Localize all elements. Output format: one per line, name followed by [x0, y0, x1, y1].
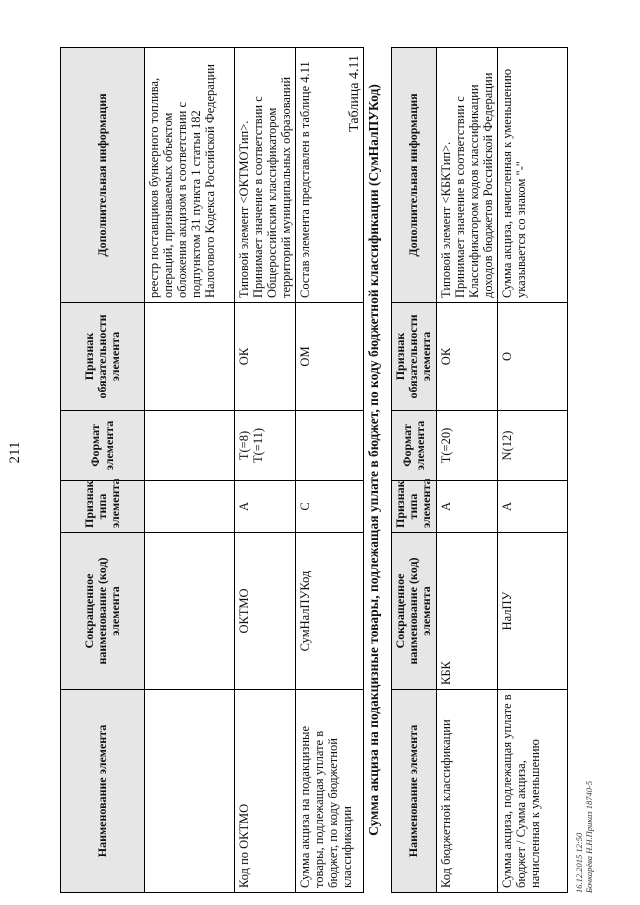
cell-name	[145, 690, 235, 893]
cell-name: Код бюджетной классификации	[436, 690, 497, 893]
cell-name: Сумма акциза, подлежащая уплате в бюджет / Сумма акциза, начисленная к уменьшению	[497, 690, 567, 893]
cell-required: ОК	[436, 303, 497, 411]
cell-code: ОКТМО	[235, 533, 296, 690]
header-info: Дополнительная информация	[61, 48, 145, 303]
cell-info: Сумма акциза, начисленная к уменьшению указывается со знаком "-"	[497, 48, 567, 303]
cell-code: СумНалПУКод	[296, 533, 364, 690]
cell-type: С	[296, 481, 364, 533]
cell-type: А	[436, 481, 497, 533]
page-number: 211	[7, 441, 23, 464]
header-name: Наименование элемента	[61, 690, 145, 893]
cell-type: А	[235, 481, 296, 533]
cell-code: КБК	[436, 533, 497, 690]
cell-type: А	[497, 481, 567, 533]
cell-info: Типовой элемент <ОКТМОТип>. Принимает значение в соответствии с Общероссийским классификатором территорий муниципальных образований	[235, 48, 296, 303]
table-row	[497, 48, 567, 893]
table-title: Сумма акциза на подакцизные товары, подлежащая уплате в бюджет, по коду бюджетной классификации (СумНалПУКод)	[366, 84, 381, 836]
header-required: Признак обязательности элемента	[392, 303, 437, 411]
cell-format: N(12)	[497, 411, 567, 481]
cell-name: Код по ОКТМО	[235, 690, 296, 893]
cell-info: реестр поставщиков бункерного топлива, операций, признаваемых объектом обложения акцизом в соответствии с подпунктом 31 пункта 1 статьи 182 Налогового Кодекса Российской Федерации	[145, 48, 235, 303]
cell-format: T(=20)	[436, 411, 497, 481]
table-row	[436, 48, 497, 893]
cell-info: Типовой элемент <КБКТип>. Принимает значение в соответствии с Классификатором кодов классификации доходов бюджетов Российской Федерации	[436, 48, 497, 303]
table-row	[296, 48, 364, 893]
header-type: Признак типа элемента	[392, 481, 437, 533]
cell-format	[296, 411, 364, 481]
table-header-row	[392, 48, 437, 893]
cell-required	[145, 303, 235, 411]
cell-name: Сумма акциза на подакцизные товары, подлежащая уплате в бюджет, по коду бюджетной классификации	[296, 690, 364, 893]
table-row	[235, 48, 296, 893]
header-code: Сокращенное наименование (код) элемента	[392, 533, 437, 690]
stamp-date: 16.12.2015 12:50	[574, 832, 584, 893]
cell-code	[145, 533, 235, 690]
print-stamp	[575, 781, 595, 893]
header-type: Признак типа элемента	[61, 481, 145, 533]
cell-required: ОК	[235, 303, 296, 411]
header-info: Дополнительная информация	[392, 48, 437, 303]
cell-required: ОМ	[296, 303, 364, 411]
cell-format: T(=8) T(=11)	[235, 411, 296, 481]
header-format: Формат элемента	[61, 411, 145, 481]
cell-type	[145, 481, 235, 533]
table-header-row	[61, 48, 145, 893]
stamp-author: Бочкарёва Н.Н.Приказ 18740-5	[583, 780, 594, 893]
header-code: Сокращенное наименование (код) элемента	[61, 533, 145, 690]
header-required: Признак обязательности элемента	[61, 303, 145, 411]
cell-info: Состав элемента представлен в таблице 4.11	[296, 48, 364, 303]
header-name: Наименование элемента	[392, 690, 437, 893]
cell-required: О	[497, 303, 567, 411]
table-number: Таблица 4.11	[347, 55, 362, 132]
elements-table-1	[60, 47, 364, 893]
cell-code: НалПУ	[497, 533, 567, 690]
cell-format	[145, 411, 235, 481]
elements-table-2	[391, 47, 568, 893]
header-format: Формат элемента	[392, 411, 437, 481]
table-row	[145, 48, 235, 893]
